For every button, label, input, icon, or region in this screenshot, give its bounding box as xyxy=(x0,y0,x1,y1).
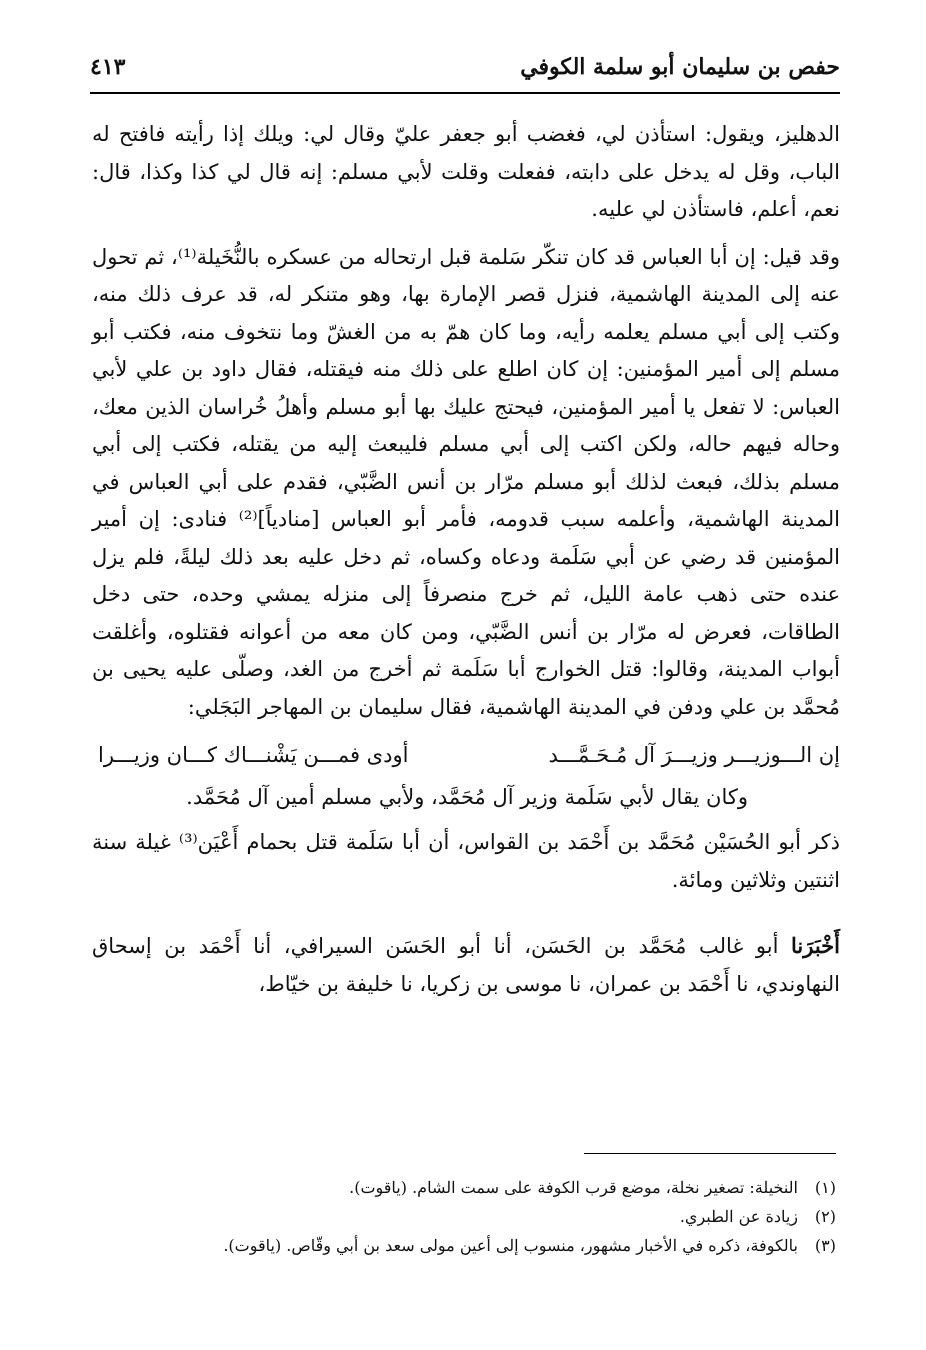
running-header xyxy=(90,52,840,94)
verse-second-hemistich: أودى فمـــن يَشْنـــاك كـــان وزيـــرا xyxy=(98,743,409,767)
footnote-text: النخيلة: تصغير نخلة، موضع قرب الكوفة على سمت الشام. (ياقوت). xyxy=(349,1178,798,1197)
verse-first-hemistich: إن الـــوزيـــر وزيـــرَ آل مُـحَـمَّـــد xyxy=(548,743,840,767)
isnad-chain: أبو غالب مُحَمَّد بن الحَسَن، أنا أبو الحَسَن السيرافي، أنا أَحْمَد بن إسحاق النهاوندي، نا أَحْمَد بن عمران، نا موسى بن زكريا، نا خليفة بن خيّاط، xyxy=(92,934,840,996)
footnotes xyxy=(92,1173,836,1260)
footnote-text: بالكوفة، ذكره في الأخبار مشهور، منسوب إلى أعين مولى سعد بن أبي وقّاص. (ياقوت). xyxy=(223,1236,798,1255)
footnote-2 xyxy=(92,1202,836,1231)
footnote-number: (١) xyxy=(814,1178,836,1197)
paragraph-2: وقد قيل: إن أبا العباس قد كان تنكّر سَلمة قبل ارتحاله من عسكره بالنُّخَيلة⁽¹⁾، ثم تحول عنه إلى المدينة الهاشمية، فنزل قصر الإمارة بها، وهو متنكر له، قد عرف ذلك منه، وكتب إلى أبي مسلم يعلمه رأيه، وما كان همّ به من الغشّ وما نتخوف منه، فكتب أبو مسلم إلى أمير المؤمنين: إن كان اطلع على ذلك منه فيقتله، فقال داود بن علي لأبي العباس: لا تفعل يا أمير المؤمنين، فيحتج عليك بها أبو مسلم وأهلُ خُراسان الذين معك، وحاله فيهم حاله، ولكن اكتب إلى أبي مسلم فليبعث إليه من يقتله، فكتب إلى أبي مسلم بذلك، فبعث لذلك أبو مسلم مرّار بن أنس الضَّبّي، فقدم على أبي العباس في المدينة الهاشمية، وأعلمه سبب قدومه، فأمر أبو العباس [منادياً]⁽²⁾ فنادى: إن أمير المؤمنين قد رضي عن أبي سَلَمة ودعاه وكساه، ثم دخل عليه بعد ذلك ليلةً، فلم يزل عنده حتى ذهب عامة الليل، ثم خرج منصرفاً إلى منزله يمشي وحده، حتى دخل الطاقات، فعرض له مرّار بن أنس الضَّبّي، ومن كان معه من أعوانه فقتلوه، وأغلقت أبواب المدينة، وقالوا: قتل الخوارج أبا سَلَمة ثم أخرج من الغد، وصلّى عليه يحيى بن مُحمَّد بن علي ودفن في المدينة الهاشمية، فقال سليمان بن المهاجر البَجَلي: xyxy=(92,244,840,719)
paragraph-3: وكان يقال لأبي سَلَمة وزير آل مُحَمَّد، ولأبي مسلم أمين آل مُحَمَّد. xyxy=(186,785,748,809)
footnote-1 xyxy=(92,1173,836,1202)
paragraph-5 xyxy=(92,927,840,1003)
footnote-separator xyxy=(584,1153,836,1154)
main-text xyxy=(92,116,840,1013)
footnote-3 xyxy=(92,1231,836,1260)
paragraph-1: الدهليز، ويقول: استأذن لي، فغضب أبو جعفر عليّ وقال لي: ويلك إذا رأيته فافتح له الباب، وقل له يدخل على دابته، ففعلت وقلت لأبي مسلم: إنه قال لي كذا وكذا، قال: نعم، أعلم، فاستأذن لي عليه. xyxy=(92,122,840,221)
poetry-verse xyxy=(92,736,840,774)
paragraph-4: ذكر أبو الحُسَيْن مُحَمَّد بن أَحْمَد بن القواس، أن أبا سَلَمة قتل بحمام أَعْيَن⁽³⁾ غيلة سنة اثنتين وثلاثين ومائة. xyxy=(92,830,840,892)
running-title: حفص بن سليمان أبو سلمة الكوفي xyxy=(520,54,840,80)
footnote-number: (٣) xyxy=(814,1236,836,1255)
isnad-lead-word: أَخْبَرَنا xyxy=(791,933,840,958)
page-number: ٤١٣ xyxy=(90,54,126,80)
footnote-number: (٢) xyxy=(814,1207,836,1226)
footnote-text: زيادة عن الطبري. xyxy=(679,1207,798,1226)
